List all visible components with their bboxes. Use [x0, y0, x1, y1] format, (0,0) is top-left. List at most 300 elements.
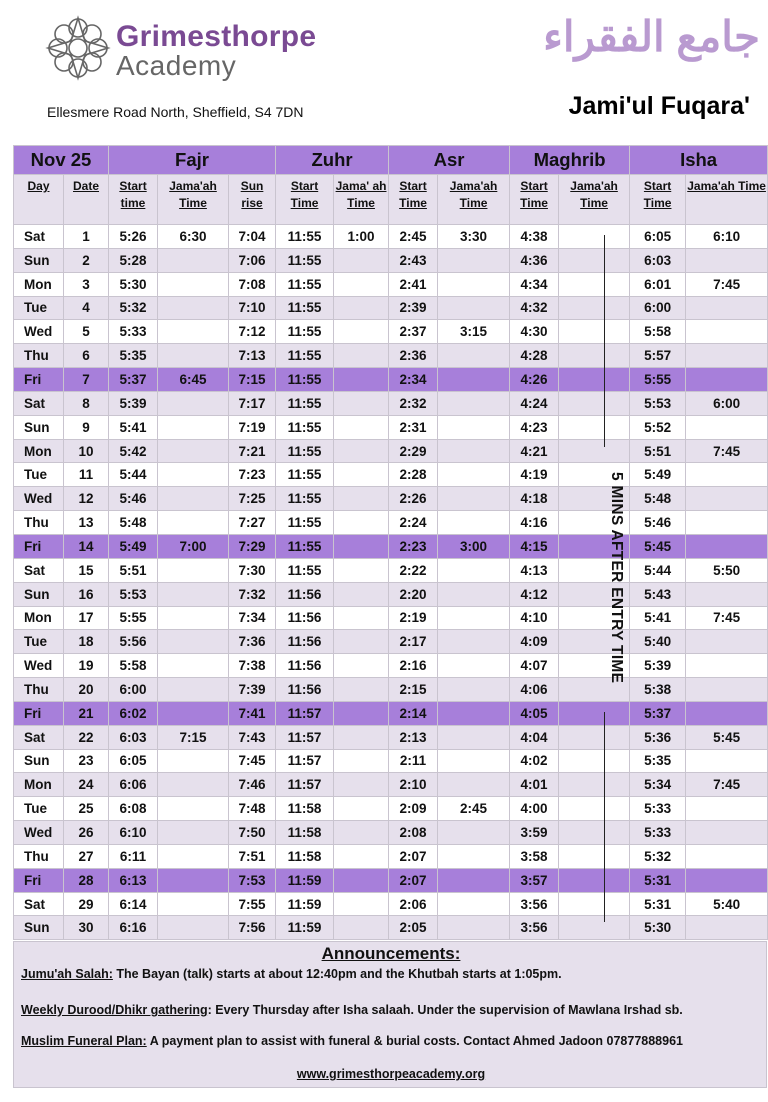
cell-maghrib-start: 4:32	[510, 296, 559, 320]
cell-isha-jamaah: 6:10	[686, 225, 768, 249]
cell-maghrib-jamaah	[559, 391, 630, 415]
cell-fajr-jamaah	[158, 415, 229, 439]
cell-day: Mon	[14, 439, 64, 463]
cell-day: Fri	[14, 368, 64, 392]
cell-isha-start: 5:31	[630, 868, 686, 892]
cell-fajr-jamaah	[158, 844, 229, 868]
cell-date: 24	[64, 773, 109, 797]
cell-asr-jamaah	[438, 916, 510, 940]
cell-zuhr-jamaah	[334, 654, 389, 678]
cell-day: Fri	[14, 868, 64, 892]
cell-fajr-start: 5:55	[109, 606, 158, 630]
cell-sunrise: 7:21	[229, 439, 276, 463]
cell-date: 21	[64, 701, 109, 725]
cell-fajr-start: 5:58	[109, 654, 158, 678]
cell-sunrise: 7:53	[229, 868, 276, 892]
cell-isha-jamaah	[686, 511, 768, 535]
cell-isha-jamaah	[686, 415, 768, 439]
col-isha-start: Start Time	[630, 175, 686, 225]
table-row	[14, 439, 768, 463]
cell-date: 5	[64, 320, 109, 344]
cell-maghrib-start: 4:09	[510, 630, 559, 654]
table-row	[14, 368, 768, 392]
cell-sunrise: 7:04	[229, 225, 276, 249]
cell-asr-start: 2:34	[389, 368, 438, 392]
cell-isha-jamaah: 7:45	[686, 606, 768, 630]
cell-day: Tue	[14, 463, 64, 487]
cell-isha-start: 5:33	[630, 797, 686, 821]
cell-zuhr-start: 11:55	[276, 511, 334, 535]
cell-asr-jamaah	[438, 368, 510, 392]
cell-asr-start: 2:39	[389, 296, 438, 320]
cell-asr-jamaah	[438, 678, 510, 702]
cell-fajr-jamaah	[158, 248, 229, 272]
cell-zuhr-jamaah	[334, 463, 389, 487]
cell-sunrise: 7:56	[229, 916, 276, 940]
cell-asr-jamaah	[438, 439, 510, 463]
table-row	[14, 272, 768, 296]
announcement-text: The Bayan (talk) starts at about 12:40pm and the Khutbah starts at 1:05pm.	[112, 967, 562, 981]
cell-maghrib-jamaah	[559, 844, 630, 868]
cell-asr-start: 2:19	[389, 606, 438, 630]
cell-zuhr-jamaah	[334, 773, 389, 797]
cell-asr-jamaah	[438, 296, 510, 320]
cell-isha-start: 5:41	[630, 606, 686, 630]
cell-day: Fri	[14, 534, 64, 558]
col-date: Date	[64, 175, 109, 225]
cell-fajr-jamaah	[158, 296, 229, 320]
cell-fajr-start: 5:49	[109, 534, 158, 558]
cell-date: 12	[64, 487, 109, 511]
arabic-mosque-name: جامع الفقراء	[543, 13, 760, 60]
cell-day: Mon	[14, 272, 64, 296]
cell-asr-start: 2:29	[389, 439, 438, 463]
cell-zuhr-jamaah	[334, 415, 389, 439]
cell-maghrib-start: 4:23	[510, 415, 559, 439]
cell-zuhr-start: 11:55	[276, 296, 334, 320]
col-zuhr-jamaah: Jama' ah Time	[334, 175, 389, 225]
cell-asr-start: 2:36	[389, 344, 438, 368]
cell-maghrib-start: 4:00	[510, 797, 559, 821]
cell-fajr-jamaah	[158, 821, 229, 845]
cell-isha-start: 6:01	[630, 272, 686, 296]
cell-isha-start: 5:52	[630, 415, 686, 439]
col-zuhr-start: Start Time	[276, 175, 334, 225]
cell-asr-start: 2:08	[389, 821, 438, 845]
cell-maghrib-jamaah	[559, 916, 630, 940]
cell-date: 20	[64, 678, 109, 702]
cell-zuhr-jamaah	[334, 701, 389, 725]
cell-maghrib-start: 4:16	[510, 511, 559, 535]
cell-date: 19	[64, 654, 109, 678]
cell-date: 28	[64, 868, 109, 892]
cell-asr-start: 2:41	[389, 272, 438, 296]
cell-isha-jamaah: 5:45	[686, 725, 768, 749]
cell-zuhr-start: 11:57	[276, 749, 334, 773]
note-line-bottom	[604, 712, 605, 922]
cell-sunrise: 7:29	[229, 534, 276, 558]
cell-isha-jamaah	[686, 320, 768, 344]
cell-date: 1	[64, 225, 109, 249]
group-maghrib: Maghrib	[510, 146, 630, 175]
cell-fajr-jamaah	[158, 678, 229, 702]
cell-asr-jamaah	[438, 630, 510, 654]
table-row	[14, 725, 768, 749]
cell-maghrib-start: 3:59	[510, 821, 559, 845]
cell-isha-jamaah	[686, 368, 768, 392]
prayer-timetable	[13, 145, 767, 940]
cell-asr-jamaah	[438, 248, 510, 272]
cell-fajr-start: 5:56	[109, 630, 158, 654]
cell-day: Sat	[14, 225, 64, 249]
cell-sunrise: 7:06	[229, 248, 276, 272]
cell-zuhr-start: 11:57	[276, 773, 334, 797]
cell-fajr-jamaah	[158, 558, 229, 582]
cell-zuhr-start: 11:55	[276, 225, 334, 249]
announcement-label: Weekly Durood/Dhikr gathering	[21, 1003, 208, 1017]
cell-isha-start: 5:45	[630, 534, 686, 558]
maghrib-jamaah-note: 5 MINS AFTER ENTRY TIME	[608, 472, 625, 684]
cell-isha-start: 5:37	[630, 701, 686, 725]
cell-zuhr-start: 11:56	[276, 582, 334, 606]
announcement-text: A payment plan to assist with funeral & burial costs. Contact Ahmed Jadoon 07877888961	[146, 1034, 683, 1048]
cell-asr-start: 2:09	[389, 797, 438, 821]
logo-name: Grimesthorpe	[116, 20, 317, 53]
cell-fajr-start: 6:02	[109, 701, 158, 725]
cell-isha-jamaah: 7:45	[686, 439, 768, 463]
table-row	[14, 511, 768, 535]
cell-maghrib-jamaah	[559, 725, 630, 749]
cell-maghrib-jamaah	[559, 248, 630, 272]
cell-zuhr-start: 11:55	[276, 558, 334, 582]
cell-sunrise: 7:17	[229, 391, 276, 415]
col-fajr-jamaah: Jama'ah Time	[158, 175, 229, 225]
cell-zuhr-jamaah	[334, 916, 389, 940]
cell-fajr-start: 5:30	[109, 272, 158, 296]
cell-isha-jamaah	[686, 916, 768, 940]
cell-maghrib-start: 4:21	[510, 439, 559, 463]
cell-maghrib-start: 4:15	[510, 534, 559, 558]
cell-date: 8	[64, 391, 109, 415]
cell-asr-start: 2:05	[389, 916, 438, 940]
cell-fajr-start: 6:00	[109, 678, 158, 702]
cell-asr-jamaah	[438, 415, 510, 439]
table-row	[14, 248, 768, 272]
cell-isha-jamaah	[686, 701, 768, 725]
cell-isha-start: 5:46	[630, 511, 686, 535]
cell-day: Sat	[14, 558, 64, 582]
cell-date: 15	[64, 558, 109, 582]
cell-zuhr-jamaah	[334, 344, 389, 368]
cell-maghrib-jamaah	[559, 773, 630, 797]
cell-isha-start: 5:33	[630, 821, 686, 845]
cell-date: 4	[64, 296, 109, 320]
cell-zuhr-start: 11:55	[276, 487, 334, 511]
cell-sunrise: 7:13	[229, 344, 276, 368]
cell-fajr-start: 5:51	[109, 558, 158, 582]
cell-fajr-jamaah: 6:30	[158, 225, 229, 249]
group-isha: Isha	[630, 146, 768, 175]
cell-sunrise: 7:19	[229, 415, 276, 439]
cell-day: Thu	[14, 678, 64, 702]
cell-zuhr-start: 11:55	[276, 272, 334, 296]
cell-fajr-start: 5:41	[109, 415, 158, 439]
table-row	[14, 463, 768, 487]
cell-fajr-jamaah	[158, 391, 229, 415]
cell-zuhr-start: 11:59	[276, 892, 334, 916]
cell-maghrib-jamaah	[559, 296, 630, 320]
cell-isha-jamaah	[686, 463, 768, 487]
cell-fajr-jamaah	[158, 868, 229, 892]
table-row	[14, 797, 768, 821]
cell-zuhr-jamaah	[334, 606, 389, 630]
table-row	[14, 225, 768, 249]
cell-isha-start: 5:40	[630, 630, 686, 654]
cell-asr-jamaah	[438, 892, 510, 916]
cell-maghrib-jamaah	[559, 821, 630, 845]
cell-zuhr-jamaah	[334, 511, 389, 535]
cell-zuhr-start: 11:58	[276, 844, 334, 868]
cell-sunrise: 7:55	[229, 892, 276, 916]
cell-zuhr-start: 11:55	[276, 439, 334, 463]
table-row	[14, 487, 768, 511]
cell-isha-start: 6:03	[630, 248, 686, 272]
cell-asr-jamaah	[438, 463, 510, 487]
cell-date: 16	[64, 582, 109, 606]
cell-fajr-jamaah	[158, 606, 229, 630]
cell-date: 30	[64, 916, 109, 940]
cell-sunrise: 7:39	[229, 678, 276, 702]
cell-maghrib-jamaah	[559, 439, 630, 463]
cell-isha-jamaah	[686, 296, 768, 320]
cell-maghrib-start: 3:56	[510, 916, 559, 940]
cell-maghrib-jamaah	[559, 368, 630, 392]
cell-asr-jamaah: 3:30	[438, 225, 510, 249]
cell-asr-start: 2:37	[389, 320, 438, 344]
table-row	[14, 344, 768, 368]
cell-isha-jamaah: 5:40	[686, 892, 768, 916]
cell-zuhr-jamaah	[334, 320, 389, 344]
cell-isha-start: 5:44	[630, 558, 686, 582]
cell-zuhr-start: 11:58	[276, 821, 334, 845]
cell-sunrise: 7:50	[229, 821, 276, 845]
cell-zuhr-start: 11:58	[276, 797, 334, 821]
cell-isha-start: 5:49	[630, 463, 686, 487]
cell-maghrib-jamaah	[559, 749, 630, 773]
cell-isha-jamaah	[686, 344, 768, 368]
cell-day: Sun	[14, 916, 64, 940]
cell-day: Mon	[14, 773, 64, 797]
cell-fajr-start: 5:32	[109, 296, 158, 320]
cell-asr-start: 2:16	[389, 654, 438, 678]
cell-fajr-start: 6:16	[109, 916, 158, 940]
cell-asr-start: 2:07	[389, 868, 438, 892]
cell-sunrise: 7:41	[229, 701, 276, 725]
cell-zuhr-start: 11:55	[276, 463, 334, 487]
cell-zuhr-jamaah	[334, 272, 389, 296]
cell-asr-jamaah	[438, 654, 510, 678]
cell-zuhr-start: 11:56	[276, 606, 334, 630]
cell-zuhr-jamaah	[334, 368, 389, 392]
cell-zuhr-start: 11:59	[276, 916, 334, 940]
cell-day: Fri	[14, 701, 64, 725]
cell-day: Sun	[14, 415, 64, 439]
cell-asr-start: 2:10	[389, 773, 438, 797]
announcement-label: Jumu'ah Salah:	[21, 967, 113, 981]
cell-fajr-start: 5:42	[109, 439, 158, 463]
cell-maghrib-jamaah	[559, 868, 630, 892]
cell-asr-jamaah	[438, 868, 510, 892]
cell-maghrib-jamaah	[559, 344, 630, 368]
cell-sunrise: 7:46	[229, 773, 276, 797]
cell-date: 29	[64, 892, 109, 916]
cell-zuhr-jamaah	[334, 296, 389, 320]
cell-fajr-jamaah: 7:00	[158, 534, 229, 558]
announcement-jumuah	[21, 967, 562, 981]
cell-isha-jamaah	[686, 248, 768, 272]
cell-asr-start: 2:24	[389, 511, 438, 535]
cell-asr-start: 2:15	[389, 678, 438, 702]
cell-zuhr-jamaah	[334, 868, 389, 892]
cell-isha-start: 5:38	[630, 678, 686, 702]
table-row	[14, 678, 768, 702]
cell-date: 6	[64, 344, 109, 368]
cell-asr-jamaah	[438, 344, 510, 368]
cell-day: Mon	[14, 606, 64, 630]
cell-maghrib-jamaah	[559, 320, 630, 344]
cell-fajr-start: 6:06	[109, 773, 158, 797]
cell-fajr-start: 6:05	[109, 749, 158, 773]
cell-isha-start: 5:57	[630, 344, 686, 368]
cell-isha-jamaah	[686, 654, 768, 678]
cell-isha-jamaah	[686, 582, 768, 606]
cell-maghrib-start: 4:28	[510, 344, 559, 368]
cell-fajr-jamaah	[158, 797, 229, 821]
cell-fajr-start: 5:46	[109, 487, 158, 511]
cell-fajr-jamaah	[158, 511, 229, 535]
cell-zuhr-start: 11:59	[276, 868, 334, 892]
cell-fajr-jamaah	[158, 892, 229, 916]
cell-day: Tue	[14, 797, 64, 821]
cell-fajr-start: 5:39	[109, 391, 158, 415]
cell-fajr-start: 5:53	[109, 582, 158, 606]
cell-zuhr-start: 11:55	[276, 534, 334, 558]
cell-day: Wed	[14, 821, 64, 845]
cell-asr-start: 2:22	[389, 558, 438, 582]
cell-date: 25	[64, 797, 109, 821]
cell-isha-start: 5:35	[630, 749, 686, 773]
cell-fajr-jamaah	[158, 701, 229, 725]
cell-zuhr-start: 11:55	[276, 320, 334, 344]
cell-fajr-start: 6:11	[109, 844, 158, 868]
table-row	[14, 844, 768, 868]
cell-asr-start: 2:28	[389, 463, 438, 487]
cell-zuhr-jamaah	[334, 558, 389, 582]
cell-asr-start: 2:13	[389, 725, 438, 749]
cell-sunrise: 7:27	[229, 511, 276, 535]
cell-asr-start: 2:31	[389, 415, 438, 439]
cell-sunrise: 7:23	[229, 463, 276, 487]
cell-day: Wed	[14, 320, 64, 344]
announcements-panel	[13, 941, 767, 1088]
cell-maghrib-start: 4:19	[510, 463, 559, 487]
cell-day: Sat	[14, 725, 64, 749]
cell-isha-jamaah: 5:50	[686, 558, 768, 582]
cell-fajr-jamaah	[158, 916, 229, 940]
cell-isha-start: 5:31	[630, 892, 686, 916]
cell-sunrise: 7:15	[229, 368, 276, 392]
cell-isha-jamaah	[686, 630, 768, 654]
cell-isha-start: 5:48	[630, 487, 686, 511]
cell-maghrib-start: 4:12	[510, 582, 559, 606]
cell-fajr-start: 5:26	[109, 225, 158, 249]
cell-maghrib-jamaah	[559, 892, 630, 916]
col-asr-jamaah: Jama'ah Time	[438, 175, 510, 225]
cell-fajr-jamaah	[158, 582, 229, 606]
cell-sunrise: 7:32	[229, 582, 276, 606]
col-maghrib-start: Start Time	[510, 175, 559, 225]
cell-zuhr-start: 11:55	[276, 391, 334, 415]
cell-asr-jamaah	[438, 391, 510, 415]
cell-isha-jamaah: 7:45	[686, 773, 768, 797]
cell-zuhr-jamaah	[334, 892, 389, 916]
cell-fajr-start: 5:37	[109, 368, 158, 392]
cell-sunrise: 7:38	[229, 654, 276, 678]
table-row	[14, 654, 768, 678]
cell-zuhr-jamaah	[334, 534, 389, 558]
cell-isha-jamaah	[686, 797, 768, 821]
cell-sunrise: 7:34	[229, 606, 276, 630]
cell-day: Sun	[14, 582, 64, 606]
cell-fajr-jamaah	[158, 320, 229, 344]
cell-sunrise: 7:08	[229, 272, 276, 296]
col-fajr-start: Start time	[109, 175, 158, 225]
cell-zuhr-start: 11:55	[276, 415, 334, 439]
cell-day: Tue	[14, 630, 64, 654]
cell-asr-jamaah	[438, 606, 510, 630]
cell-isha-jamaah	[686, 534, 768, 558]
table-row	[14, 320, 768, 344]
cell-date: 18	[64, 630, 109, 654]
cell-asr-jamaah	[438, 821, 510, 845]
note-line-top	[604, 235, 605, 447]
cell-asr-start: 2:14	[389, 701, 438, 725]
cell-fajr-jamaah: 6:45	[158, 368, 229, 392]
table-row	[14, 296, 768, 320]
cell-asr-start: 2:06	[389, 892, 438, 916]
cell-fajr-jamaah	[158, 630, 229, 654]
month-label: Nov 25	[14, 146, 109, 175]
cell-date: 10	[64, 439, 109, 463]
cell-maghrib-start: 4:26	[510, 368, 559, 392]
cell-fajr-start: 5:33	[109, 320, 158, 344]
cell-asr-jamaah	[438, 272, 510, 296]
cell-zuhr-start: 11:56	[276, 654, 334, 678]
cell-day: Thu	[14, 344, 64, 368]
cell-asr-jamaah	[438, 773, 510, 797]
cell-zuhr-start: 11:56	[276, 630, 334, 654]
cell-isha-start: 5:53	[630, 391, 686, 415]
cell-asr-start: 2:23	[389, 534, 438, 558]
cell-maghrib-start: 3:56	[510, 892, 559, 916]
website-link[interactable]: www.grimesthorpeacademy.org	[296, 1067, 486, 1081]
cell-asr-jamaah	[438, 844, 510, 868]
table-row	[14, 391, 768, 415]
cell-isha-start: 5:58	[630, 320, 686, 344]
cell-fajr-start: 6:03	[109, 725, 158, 749]
table-row	[14, 749, 768, 773]
cell-zuhr-jamaah	[334, 630, 389, 654]
